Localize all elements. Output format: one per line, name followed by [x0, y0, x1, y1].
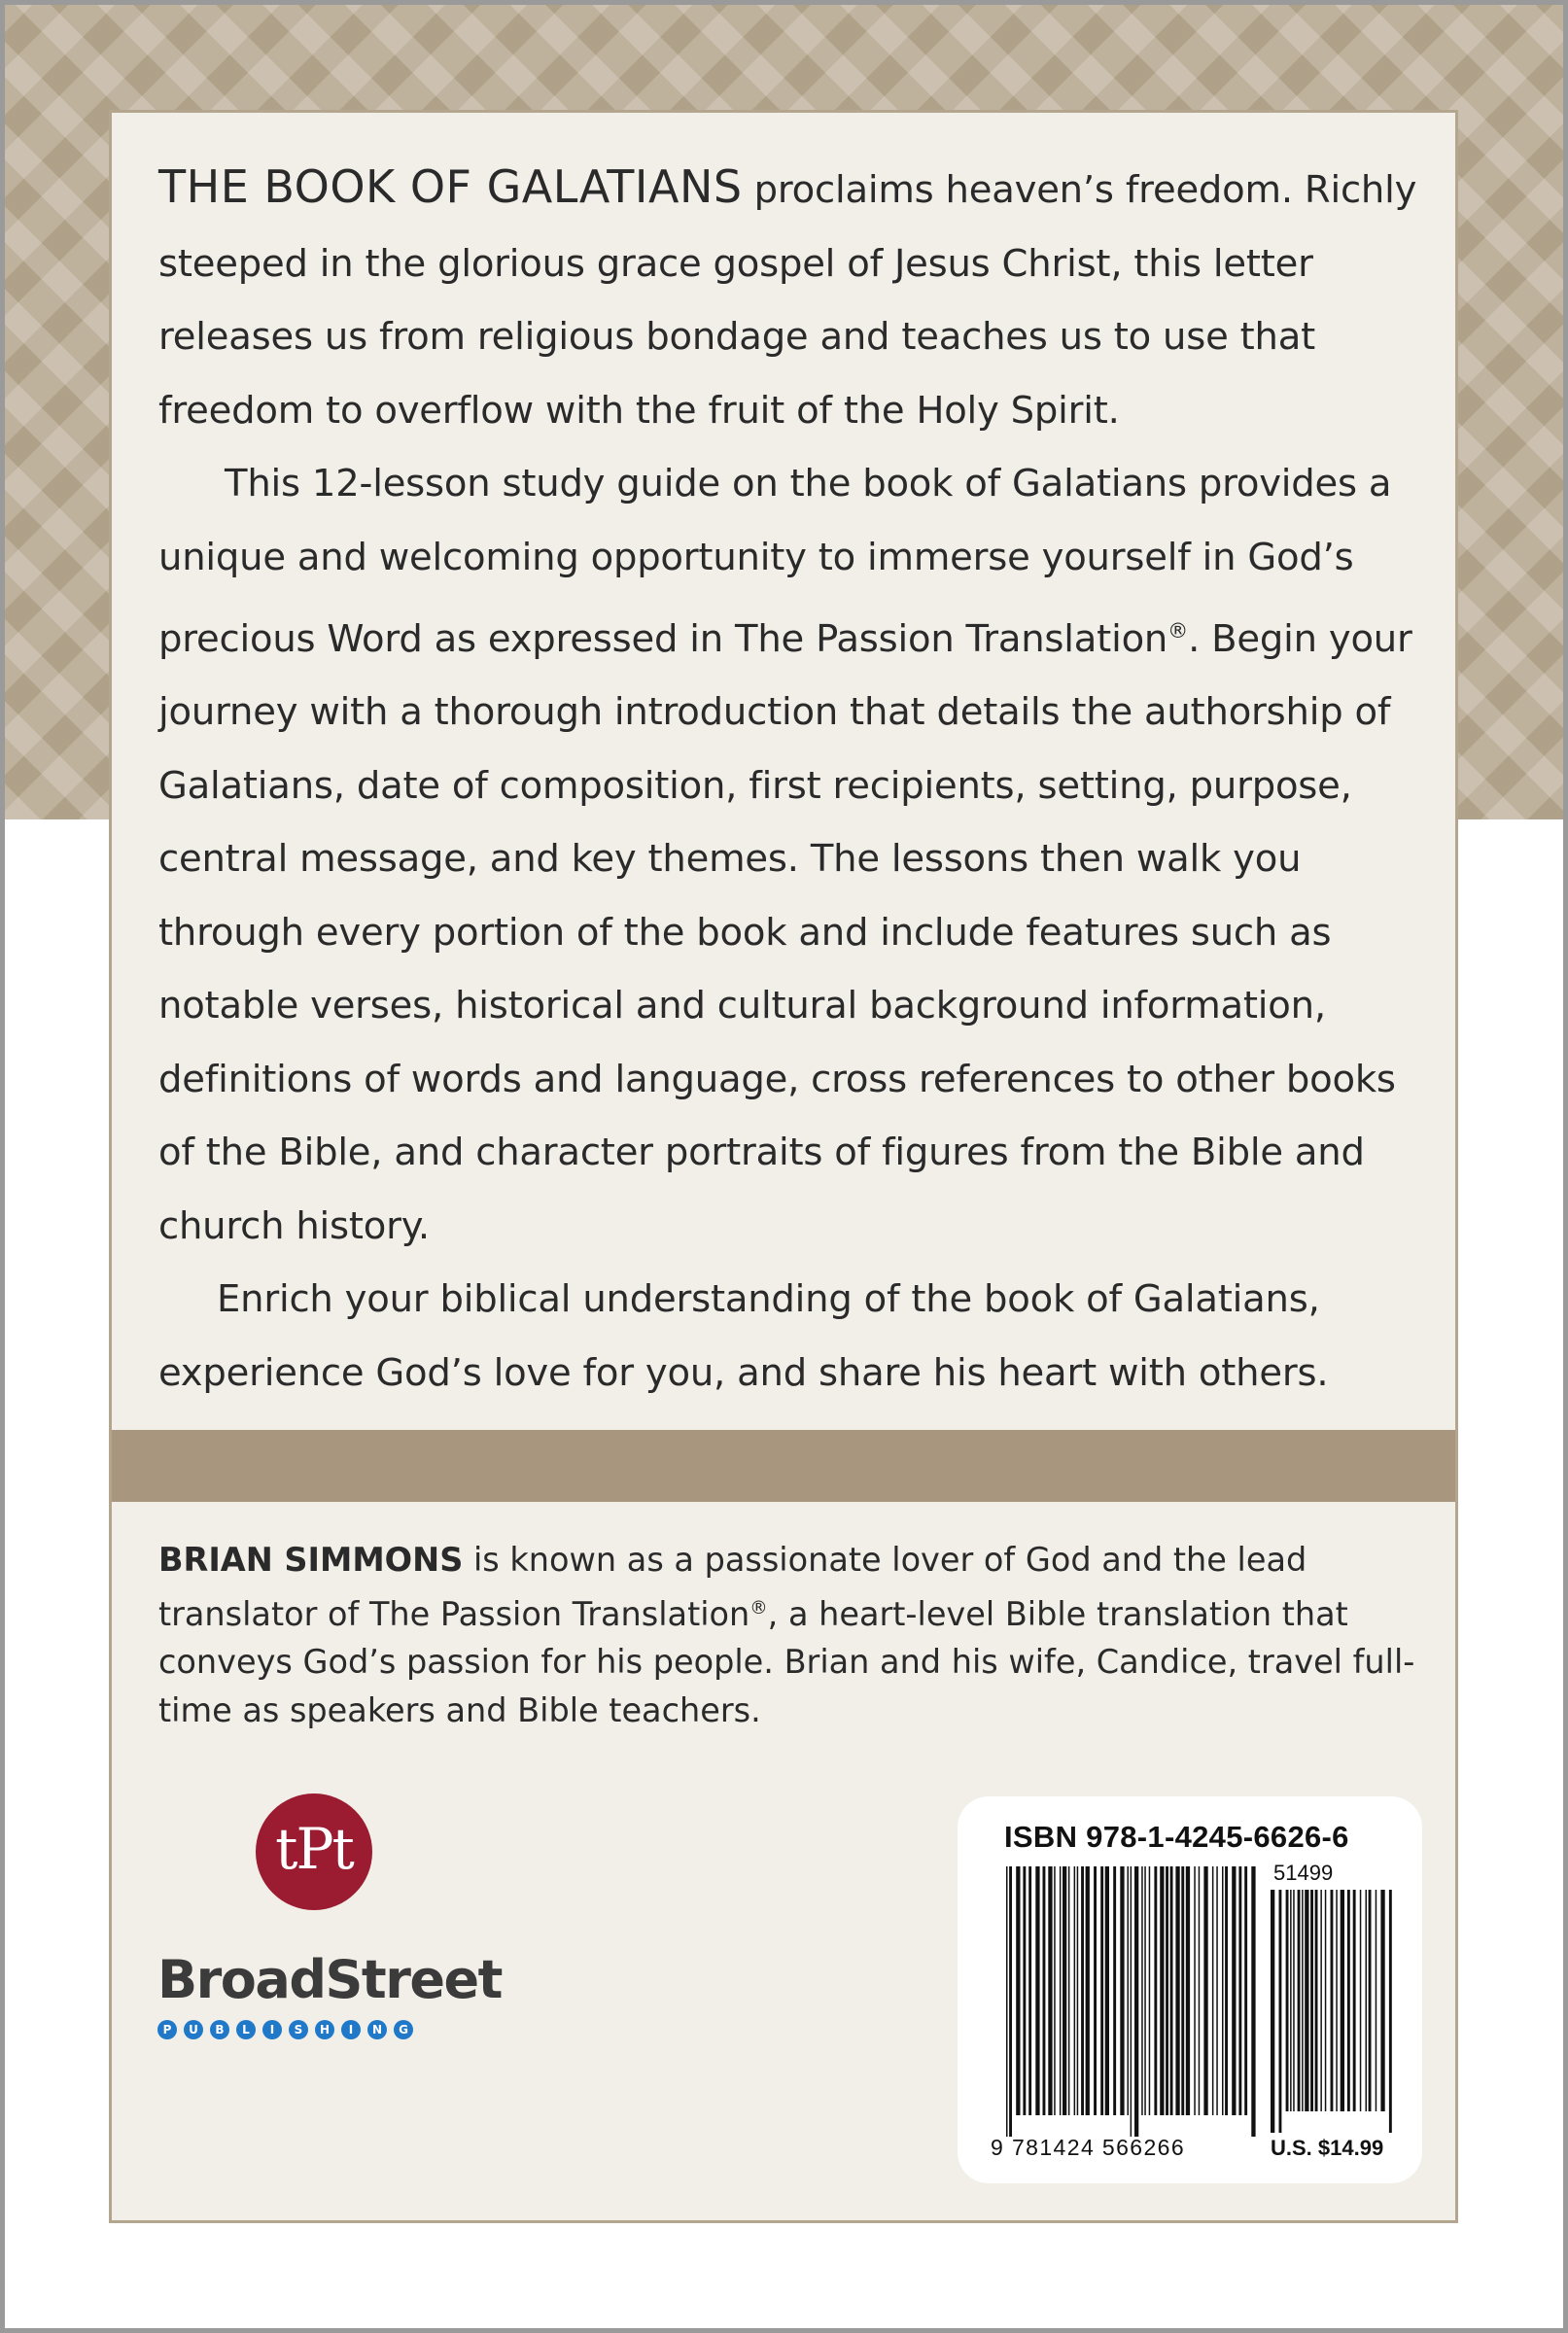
barcode-bar: [1028, 1866, 1031, 2115]
registered-mark: ®: [1167, 618, 1189, 643]
barcode-bar: [1141, 1866, 1143, 2115]
barcode-bar: [1305, 1890, 1308, 2111]
barcode-bar: [1068, 1866, 1070, 2115]
barcode-bar: [1035, 1866, 1039, 2115]
barcode-bar: [1380, 1890, 1384, 2111]
barcode-bar: [1279, 1890, 1282, 2133]
barcode-bar: [1325, 1890, 1327, 2111]
barcode-bar: [1113, 1866, 1116, 2115]
description-paragraph-1: THE BOOK OF GALATIANS proclaims heaven’s freedom. Richly steeped in the glorious grace gospel of Jesus Christ, this letter releases us from religious bondage and teaches us to use that freedom to overflow with the fruit of the Holy Spirit.: [158, 160, 1417, 433]
barcode-bar: [1186, 1866, 1190, 2115]
barcode-bar: [1154, 1866, 1157, 2115]
barcode-bar: [1290, 1890, 1292, 2111]
tpt-logo-icon: [256, 1793, 372, 1910]
description-paragraph-2: This 12-lesson study guide on the book of Galatians provides a unique and welcoming opportunity to immerse yourself in God’s precious Word as expressed in The Passion Translation®. Begin your journey with a thorough introduction that details the authorship of Galatians, date of composition, first recipients, setting, purpose, central message, and key themes. The lessons then walk you through every portion of the book and include features such as notable verses, historical and cultural background information, definitions of words and language, cross references to other books of the Bible, and character portraits of figures from the Bible and church history.: [158, 462, 1412, 1248]
barcode-bar: [1320, 1890, 1322, 2111]
publishing-dots: [157, 2020, 413, 2041]
barcode-bar: [1128, 1866, 1130, 2115]
barcode-bar: [1077, 1866, 1079, 2115]
barcode-bar: [1347, 1890, 1350, 2111]
author-name: BRIAN SIMMONS: [158, 1541, 464, 1579]
barcode-bar: [1360, 1890, 1362, 2111]
barcode-bar: [1298, 1890, 1301, 2111]
barcode-bar: [1310, 1890, 1313, 2111]
barcode-bar: [1009, 1866, 1012, 2137]
publishing-letter: I: [262, 2020, 282, 2039]
barcode-bar: [1160, 1866, 1164, 2115]
barcode-bar: [1369, 1890, 1372, 2111]
barcode-bar: [1144, 1866, 1146, 2115]
ean-barcode: [1006, 1866, 1261, 2137]
barcode-bar: [1315, 1890, 1318, 2111]
barcode-bar: [1100, 1866, 1103, 2115]
barcode-bar: [1149, 1866, 1151, 2115]
publishing-letter: I: [341, 2020, 361, 2039]
barcode-bar: [1048, 1866, 1052, 2115]
barcode-bar: [1006, 1866, 1008, 2137]
publishing-letter: B: [210, 2020, 229, 2039]
barcode-bar: [1389, 1890, 1392, 2133]
barcode-bar: [1134, 1866, 1138, 2137]
barcode-bar: [1074, 1866, 1076, 2115]
barcode-bar: [1063, 1866, 1066, 2115]
price-barcode: [1271, 1890, 1397, 2133]
barcode-bar: [1286, 1890, 1289, 2111]
barcode-bar: [1238, 1866, 1241, 2115]
barcode-bar: [1166, 1866, 1168, 2115]
barcode-bar: [1170, 1866, 1173, 2115]
barcode-bar: [1194, 1866, 1196, 2115]
barcode-bar: [1054, 1866, 1056, 2115]
barcode-bar: [1222, 1866, 1224, 2115]
barcode-bar: [1216, 1866, 1218, 2115]
barcode-bar: [1105, 1866, 1109, 2115]
barcode-bar: [1212, 1866, 1214, 2115]
publisher-logo: [156, 1793, 502, 2182]
publishing-letter: N: [367, 2020, 387, 2039]
book-title-lead: THE BOOK OF GALATIANS: [158, 160, 743, 213]
barcode-panel: [958, 1796, 1422, 2183]
publishing-letter: P: [157, 2020, 177, 2039]
barcode-bar: [1341, 1890, 1344, 2111]
publishing-letter: L: [236, 2020, 256, 2039]
barcode-bar: [1175, 1866, 1179, 2115]
barcode-bar: [1331, 1890, 1334, 2111]
price-label: U.S. $14.99: [1271, 2136, 1384, 2160]
barcode-bar: [1043, 1866, 1046, 2115]
barcode-bar: [1181, 1866, 1184, 2115]
barcode-bar: [1203, 1866, 1207, 2115]
barcode-bar: [1376, 1890, 1377, 2111]
barcode-bar: [1094, 1866, 1097, 2115]
barcode-bar: [1131, 1866, 1132, 2137]
barcode-bar: [1293, 1890, 1295, 2111]
barcode-bar: [1199, 1866, 1201, 2115]
barcode-bar: [1225, 1866, 1228, 2115]
isbn-number: ISBN 978-1-4245-6626-6: [1004, 1820, 1349, 1854]
description-paragraph-3: Enrich your biblical understanding of the book of Galatians, experience God’s love for you, and share his heart with others.: [158, 1277, 1329, 1395]
ean-digits: 9 781424 566266: [991, 2135, 1186, 2160]
price-code: 51499: [1273, 1861, 1334, 1885]
barcode-bar: [1086, 1866, 1090, 2115]
barcode-bar: [1336, 1890, 1338, 2111]
barcode-bar: [1016, 1866, 1020, 2115]
broadstreet-wordmark: BroadStreet: [157, 1949, 502, 2010]
barcode-bar: [1366, 1890, 1368, 2111]
barcode-bar: [1302, 1890, 1304, 2111]
registered-mark: ®: [749, 1597, 768, 1619]
section-divider: [112, 1430, 1455, 1502]
barcode-bar: [1232, 1866, 1236, 2115]
barcode-bar: [1251, 1866, 1255, 2137]
barcode-bar: [1060, 1866, 1062, 2115]
author-bio: BRIAN SIMMONS is known as a passionate lover of God and the lead translator of The Passion Translation®, a heart-level Bible translation that conveys God’s passion for his people. Brian and his wife, Candice, travel full-time as speakers and Bible teachers.: [158, 1541, 1415, 1729]
barcode-bar: [1271, 1890, 1274, 2133]
barcode-bar: [1081, 1866, 1084, 2115]
barcode-bar: [1244, 1866, 1247, 2115]
book-description: [158, 151, 1422, 1410]
publishing-letter: G: [394, 2020, 413, 2039]
publishing-letter: U: [184, 2020, 203, 2039]
barcode-bar: [1120, 1866, 1124, 2115]
barcode-bar: [1353, 1890, 1356, 2111]
tpt-logo-text: tPt: [275, 1816, 353, 1882]
publishing-letter: H: [315, 2020, 334, 2039]
barcode-bar: [1023, 1866, 1026, 2115]
publishing-letter: S: [289, 2020, 308, 2039]
